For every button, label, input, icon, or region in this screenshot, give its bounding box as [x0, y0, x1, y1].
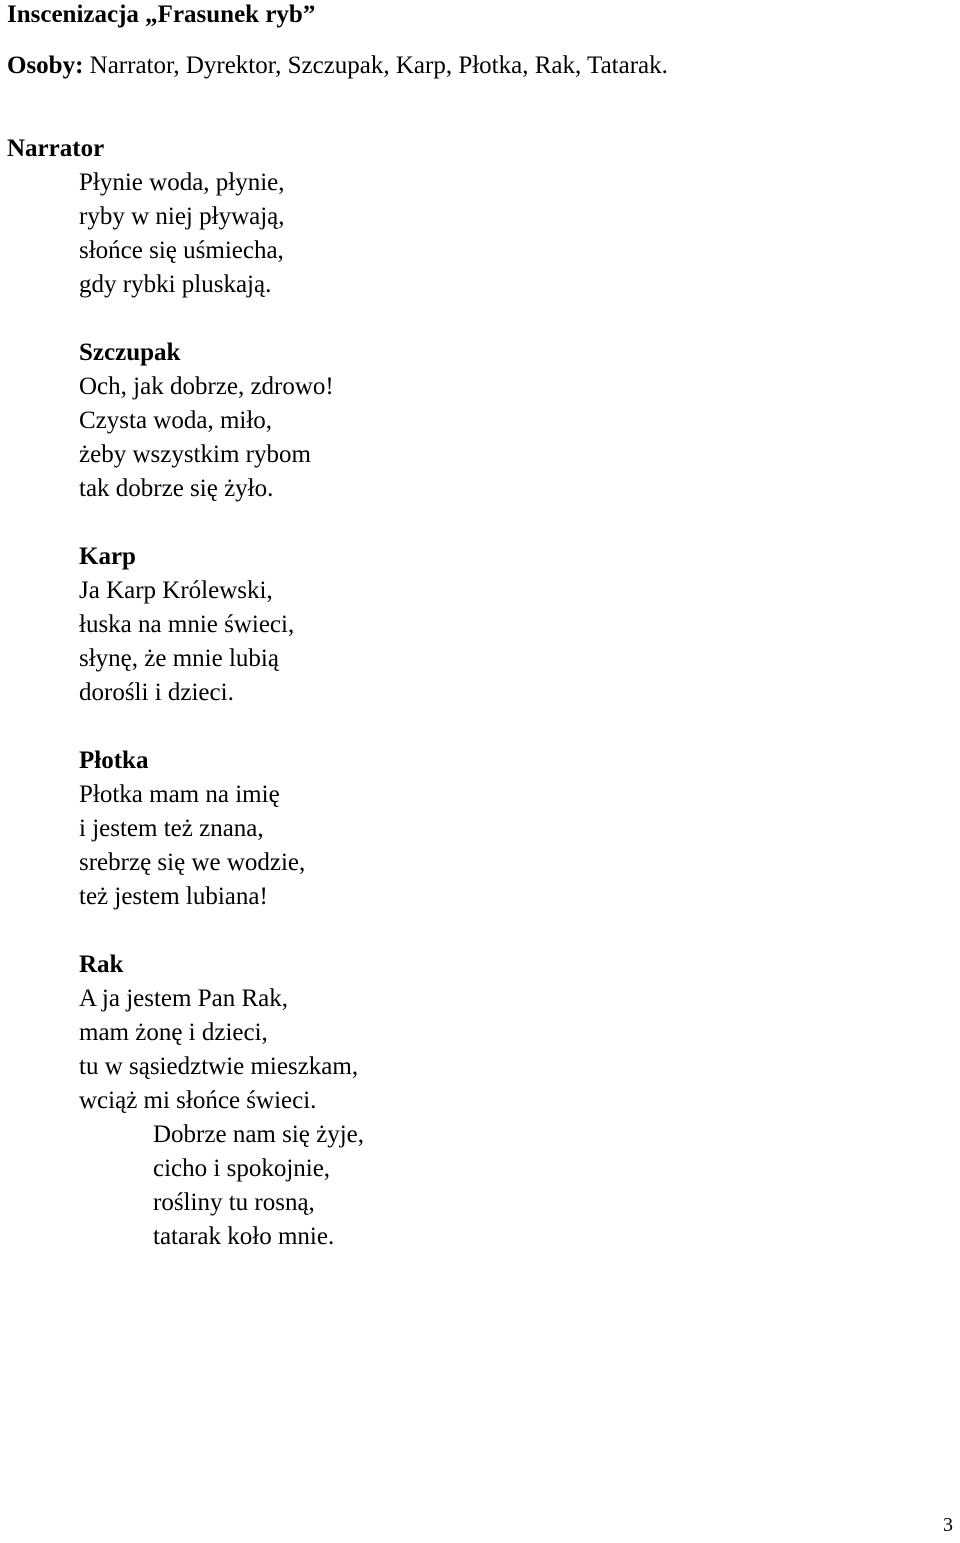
- verse-line: łuska na mnie świeci,: [79, 611, 295, 638]
- karp-verse: [79, 540, 294, 710]
- narrator-speaker: Narrator: [7, 135, 105, 162]
- verse-line: gdy rybki pluskają.: [79, 271, 272, 298]
- karp-speaker: Karp: [79, 543, 136, 570]
- cast-label: Osoby:: [7, 52, 84, 79]
- verse-line: ryby w niej pływają,: [79, 203, 285, 230]
- verse-line: A ja jestem Pan Rak,: [79, 985, 288, 1012]
- verse-line: mam żonę i dzieci,: [79, 1019, 268, 1046]
- verse-line: Płotka mam na imię: [79, 781, 280, 808]
- cast-names: Narrator, Dyrektor, Szczupak, Karp, Płotka, Rak, Tatarak.: [83, 52, 668, 79]
- verse-line: Ja Karp Królewski,: [79, 577, 273, 604]
- plotka-verse: [79, 744, 305, 914]
- szczupak-speaker: Szczupak: [79, 339, 181, 366]
- verse-line: Och, jak dobrze, zdrowo!: [79, 373, 334, 400]
- verse-line: srebrzę się we wodzie,: [79, 849, 306, 876]
- rak-verse: [79, 948, 364, 1254]
- verse-line: tu w sąsiedztwie mieszkam,: [79, 1053, 359, 1080]
- verse-line: tak dobrze się żyło.: [79, 475, 274, 502]
- verse-line: wciąż mi słońce świeci.: [79, 1087, 317, 1114]
- page-number: 3: [943, 1514, 953, 1536]
- verse-line: i jestem też znana,: [79, 815, 264, 842]
- verse-line-indented: cicho i spokojnie,: [153, 1155, 331, 1182]
- verse-line: Płynie woda, płynie,: [79, 169, 285, 196]
- document-title: Inscenizacja „Frasunek ryb”: [7, 1, 316, 28]
- verse-line: dorośli i dzieci.: [79, 679, 234, 706]
- plotka-speaker: Płotka: [79, 747, 149, 774]
- verse-line: słynę, że mnie lubią: [79, 645, 279, 672]
- verse-line-indented: rośliny tu rosną,: [153, 1189, 315, 1216]
- cast-list: [7, 49, 668, 83]
- verse-line: Czysta woda, miło,: [79, 407, 273, 434]
- narrator-verse: [79, 166, 285, 302]
- verse-line: też jestem lubiana!: [79, 883, 268, 910]
- szczupak-verse: [79, 336, 334, 506]
- rak-speaker: Rak: [79, 951, 124, 978]
- verse-line: słońce się uśmiecha,: [79, 237, 284, 264]
- verse-line-indented: Dobrze nam się żyje,: [153, 1121, 365, 1148]
- verse-line: żeby wszystkim rybom: [79, 441, 311, 468]
- verse-line-indented: tatarak koło mnie.: [153, 1223, 335, 1250]
